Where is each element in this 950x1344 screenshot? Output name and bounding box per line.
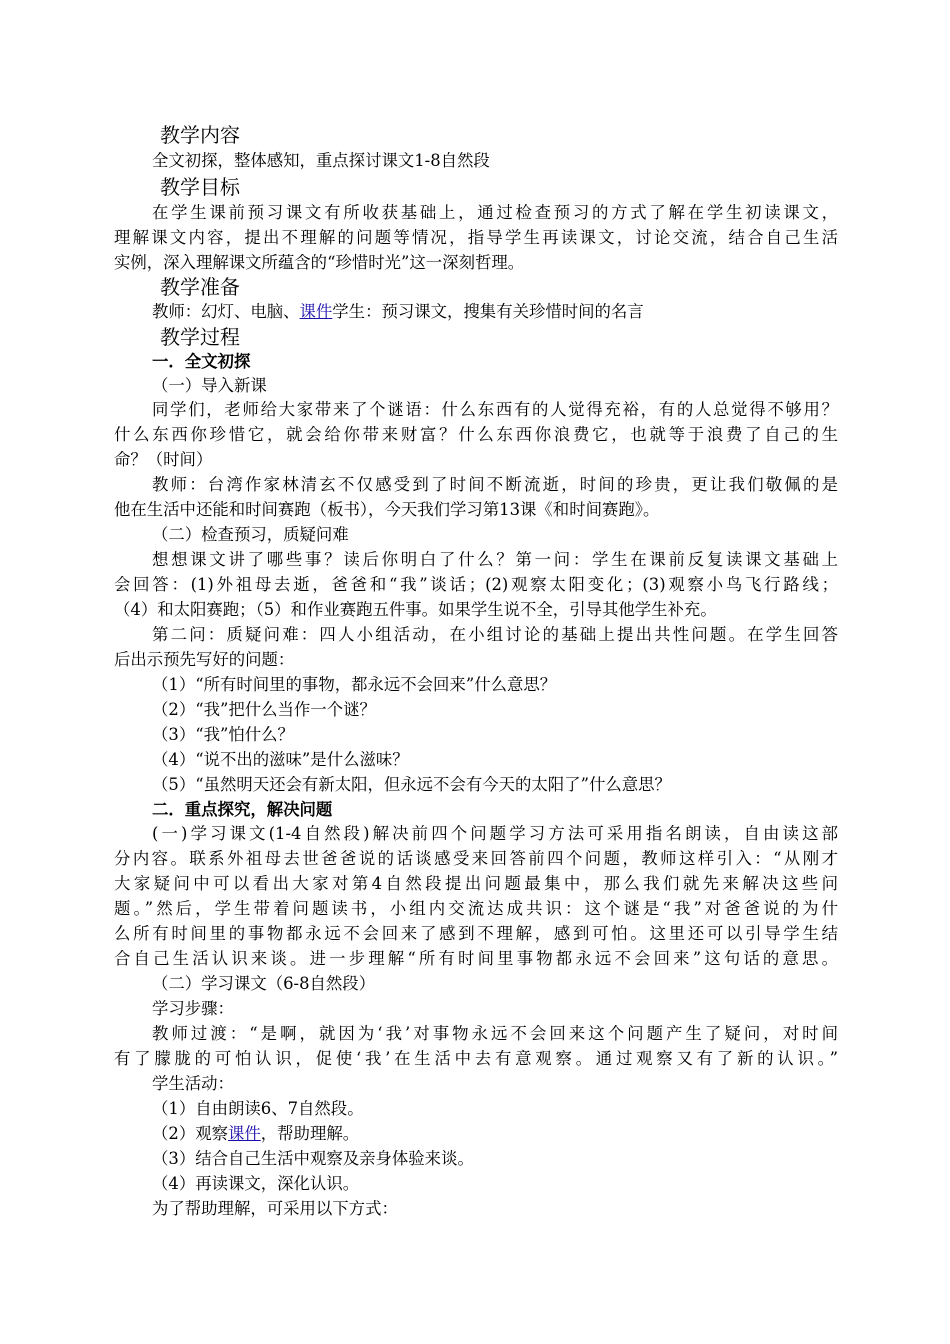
part1-p2-line-1: 教师：台湾作家林清玄不仅感受到了时间不断流逝，时间的珍贵，更让我们敬佩的是 (152, 475, 838, 494)
part1-sub1: （一）导入新课 (152, 376, 267, 395)
step2-text-before: （2）观察 (152, 1124, 228, 1143)
question-1: （1）“所有时间里的事物，都永远不会回来”什么意思？ (152, 675, 557, 694)
steps-label: 学习步骤： (152, 999, 234, 1018)
closing-line: 为了帮助理解，可采用以下方式： (152, 1199, 398, 1218)
part1-heading: 一．全文初探 (152, 352, 251, 371)
heading-teaching-prep: 教学准备 (160, 275, 240, 299)
part1-p3-line-1: 想想课文讲了哪些事？读后你明白了什么？第一问：学生在课前反复读课文基础上 (152, 550, 838, 569)
part2-heading: 二．重点探究，解决问题 (152, 800, 333, 819)
courseware-link-2[interactable]: 课件 (228, 1124, 261, 1143)
part1-sub2: （二）检查预习，质疑问难 (152, 525, 349, 544)
part2-p1-line-3: 大家疑问中可以看出大家对第4自然段提出问题最集中，那么我们就先来解决这些问 (114, 874, 838, 893)
goals-line-3: 实例，深入理解课文所蕴含的“珍惜时光”这一深刻哲理。 (114, 253, 525, 272)
question-4: （4）“说不出的滋味”是什么滋味？ (152, 750, 409, 769)
part1-p3-line-3: （4）和太阳赛跑；（5）和作业赛跑五件事。如果学生说不全，引导其他学生补充。 (114, 600, 717, 619)
activity-step-4: （4）再读课文，深化认识。 (152, 1174, 360, 1193)
heading-teaching-goals: 教学目标 (160, 175, 240, 199)
prep-line (152, 301, 644, 323)
question-5: （5）“虽然明天还会有新太阳，但永远不会有今天的太阳了”什么意思？ (152, 775, 671, 794)
goals-line-1: 在学生课前预习课文有所收获基础上，通过检查预习的方式了解在学生初读课文， (152, 203, 838, 222)
goals-line-2: 理解课文内容，提出不理解的问题等情况，指导学生再读课文，讨论交流，结合自己生活 (114, 228, 838, 247)
activity-step-2 (152, 1123, 359, 1145)
part1-p1-line-2: 什么东西你珍惜它，就会给你带来财富？什么东西你浪费它，也就等于浪费了自己的生 (114, 425, 838, 444)
heading-teaching-content: 教学内容 (160, 123, 240, 147)
part2-p1-line-6: 合自己生活认识来谈。进一步理解“所有时间里事物都永远不会回来”这句话的意思。 (114, 949, 838, 968)
activity-step-3: （3）结合自己生活中观察及亲身体验来谈。 (152, 1149, 474, 1168)
part2-p2-line-1: 教师过渡：“是啊，就因为‘我’对事物永远不会回来这个问题产生了疑问，对时间 (152, 1024, 838, 1043)
part2-p1-line-1: (一)学习课文(1-4自然段)解决前四个问题学习方法可采用指名朗读，自由读这部 (152, 824, 838, 843)
part2-p1-line-2: 分内容。联系外祖母去世爸爸说的话谈感受来回答前四个问题，教师这样引入：“从刚才 (114, 849, 838, 868)
prep-text-after: 学生：预习课文，搜集有关珍惜时间的名言 (332, 302, 644, 321)
part2-p2-line-2: 有了朦胧的可怕认识，促使‘我’在生活中去有意观察。通过观察又有了新的认识。” (114, 1049, 838, 1068)
part2-p1-line-5: 么所有时间里的事物都永远不会回来了感到不理解，感到可怕。这里还可以引导学生结 (114, 924, 838, 943)
step2-text-after: ，帮助理解。 (260, 1124, 360, 1143)
question-2: （2）“我”把什么当作一个谜？ (152, 700, 376, 719)
question-3: （3）“我”怕什么？ (152, 725, 294, 744)
activity-step-1: （1）自由朗读6、7自然段。 (152, 1099, 364, 1118)
part1-p2-line-2: 他在生活中还能和时间赛跑（板书），今天我们学习第13课《和时间赛跑》。 (114, 500, 660, 519)
part1-p4-line-1: 第二问：质疑问难：四人小组活动，在小组讨论的基础上提出共性问题。在学生回答 (152, 625, 838, 644)
part2-sub2: （二）学习课文（6-8自然段） (152, 974, 376, 993)
part2-p1-line-4: 题。”然后，学生带着问题读书，小组内交流达成共识：这个谜是“我”对爸爸说的为什 (114, 899, 838, 918)
part1-p4-line-2: 后出示预先写好的问题： (114, 650, 295, 669)
activity-label: 学生活动： (152, 1074, 234, 1093)
part1-p1-line-1: 同学们，老师给大家带来了个谜语：什么东西有的人觉得充裕，有的人总觉得不够用？ (152, 400, 838, 419)
prep-text-before: 教师：幻灯、电脑、 (152, 302, 300, 321)
part1-p3-line-2: 会回答：(1)外祖母去逝，爸爸和“我”谈话；(2)观察太阳变化；(3)观察小鸟飞行路线； (114, 575, 838, 594)
part1-p1-line-3: 命？（时间） (114, 450, 213, 469)
courseware-link[interactable]: 课件 (299, 302, 333, 321)
content-text: 全文初探，整体感知，重点探讨课文1-8自然段 (152, 151, 490, 170)
heading-teaching-process: 教学过程 (160, 325, 240, 349)
